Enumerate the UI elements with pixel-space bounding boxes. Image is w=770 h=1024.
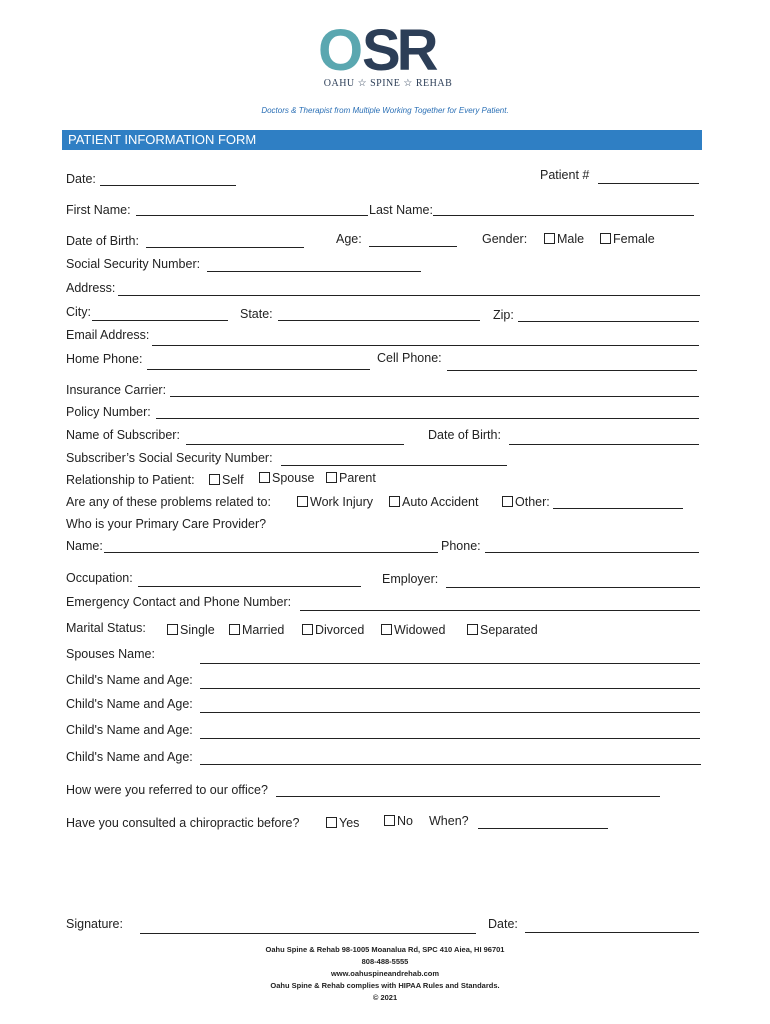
subscriber-dob-field[interactable] (509, 444, 699, 445)
footer-website: www.oahuspineandrehab.com (330, 969, 440, 978)
last-name-field[interactable] (433, 215, 694, 216)
age-label: Age: (336, 232, 362, 246)
state-label: State: (240, 307, 273, 321)
spouses-name-label: Spouses Name: (66, 647, 155, 661)
mar-married-checkbox[interactable] (229, 624, 240, 635)
rel-spouse-option[interactable] (259, 471, 314, 485)
footer-address: Oahu Spine & Rehab 98-1005 Moanalua Rd, SPC 410 Aiea, HI 96701 (265, 945, 505, 954)
child-2-field[interactable] (200, 712, 700, 713)
subscriber-name-label: Name of Subscriber: (66, 428, 180, 442)
child-1-label: Child's Name and Age: (66, 673, 193, 687)
gender-female-checkbox[interactable] (600, 233, 611, 244)
address-field[interactable] (118, 295, 700, 296)
logo-letters-sr: SR (362, 18, 435, 83)
gender-male-checkbox[interactable] (544, 233, 555, 244)
ssn-label: Social Security Number: (66, 257, 201, 271)
prob-other-text: Other: (515, 495, 550, 509)
rel-parent-checkbox[interactable] (326, 472, 337, 483)
mar-divorced-checkbox[interactable] (302, 624, 313, 635)
mar-widowed-text: Widowed (394, 623, 446, 637)
age-field[interactable] (369, 246, 457, 247)
mar-divorced-text: Divorced (315, 623, 365, 637)
subscriber-dob-label: Date of Birth: (428, 428, 501, 442)
address-label: Address: (66, 281, 116, 295)
form-title: PATIENT INFORMATION FORM (68, 132, 257, 147)
pcp-name-label: Name: (66, 539, 103, 553)
emergency-label: Emergency Contact and Phone Number: (66, 595, 292, 609)
prob-work-option[interactable] (297, 495, 373, 509)
occupation-field[interactable] (138, 586, 361, 587)
cell-phone-label: Cell Phone: (377, 351, 442, 365)
rel-parent-text: Parent (339, 471, 376, 485)
child-2-label: Child's Name and Age: (66, 697, 193, 711)
rel-parent-option[interactable] (326, 471, 376, 485)
email-field[interactable] (152, 345, 699, 346)
patient-number-label: Patient # (540, 168, 590, 182)
gender-label: Gender: (482, 232, 528, 246)
cons-yes-option[interactable] (326, 816, 359, 830)
marital-label: Marital Status: (66, 621, 146, 635)
prob-auto-checkbox[interactable] (389, 496, 400, 507)
prob-work-checkbox[interactable] (297, 496, 308, 507)
referred-field[interactable] (276, 796, 660, 797)
city-field[interactable] (92, 320, 228, 321)
employer-label: Employer: (382, 572, 439, 586)
child-3-field[interactable] (200, 738, 700, 739)
sig-date-field[interactable] (525, 932, 699, 933)
child-1-field[interactable] (200, 688, 700, 689)
emergency-field[interactable] (300, 610, 700, 611)
subscriber-ssn-label: Subscriber’s Social Security Number: (66, 451, 273, 465)
mar-separated-option[interactable] (467, 623, 538, 637)
mar-divorced-option[interactable] (302, 623, 364, 637)
consulted-label: Have you consulted a chiropractic before? (66, 816, 300, 830)
pcp-name-field[interactable] (104, 552, 438, 553)
child-4-field[interactable] (200, 764, 701, 765)
subscriber-ssn-field[interactable] (281, 465, 507, 466)
footer-copyright: © 2021 (372, 993, 398, 1002)
rel-spouse-text: Spouse (272, 471, 315, 485)
spouses-name-field[interactable] (200, 663, 700, 664)
footer (0, 944, 770, 1004)
cons-no-text: No (397, 814, 413, 828)
mar-separated-text: Separated (480, 623, 538, 637)
policy-number-field[interactable] (156, 418, 699, 419)
child-4-label: Child's Name and Age: (66, 750, 193, 764)
gender-female-option[interactable] (600, 232, 655, 246)
last-name-label: Last Name: (369, 203, 433, 217)
tagline: Doctors & Therapist from Multiple Working Together for Every Patient. (261, 106, 509, 115)
first-name-field[interactable] (136, 215, 368, 216)
city-label: City: (66, 305, 91, 319)
dob-label: Date of Birth: (66, 234, 139, 248)
prob-other-option[interactable] (502, 495, 550, 509)
cons-no-option[interactable] (384, 814, 413, 828)
pcp-phone-field[interactable] (485, 552, 699, 553)
relationship-label: Relationship to Patient: (66, 473, 195, 487)
form-title-bar (62, 130, 702, 150)
email-label: Email Address: (66, 328, 150, 342)
signature-label: Signature: (66, 917, 123, 931)
rel-spouse-checkbox[interactable] (259, 472, 270, 483)
prob-auto-option[interactable] (389, 495, 478, 509)
cons-yes-text: Yes (339, 816, 360, 830)
when-label: When? (429, 814, 469, 828)
logo-letter-o: O (318, 18, 360, 83)
mar-widowed-checkbox[interactable] (381, 624, 392, 635)
child-3-label: Child's Name and Age: (66, 723, 193, 737)
referred-label: How were you referred to our office? (66, 783, 268, 797)
prob-other-field[interactable] (553, 508, 683, 509)
zip-label: Zip: (493, 308, 514, 322)
mar-separated-checkbox[interactable] (467, 624, 478, 635)
date-field[interactable] (100, 185, 236, 186)
sig-date-label: Date: (488, 917, 518, 931)
pcp-phone-label: Phone: (441, 539, 481, 553)
prob-other-checkbox[interactable] (502, 496, 513, 507)
pcp-question: Who is your Primary Care Provider? (66, 517, 267, 531)
mar-single-checkbox[interactable] (167, 624, 178, 635)
state-field[interactable] (278, 320, 480, 321)
home-phone-field[interactable] (147, 369, 370, 370)
footer-hipaa: Oahu Spine & Rehab complies with HIPAA Rules and Standards. (270, 981, 500, 990)
gender-male-option[interactable] (544, 232, 584, 246)
prob-work-text: Work Injury (310, 495, 373, 509)
patient-number-field[interactable] (598, 183, 699, 184)
logo-subtitle: OAHU ☆ SPINE ☆ REHAB (323, 78, 453, 89)
mar-married-text: Married (242, 623, 285, 637)
mar-married-option[interactable] (229, 623, 284, 637)
home-phone-label: Home Phone: (66, 352, 143, 366)
employer-field[interactable] (446, 587, 700, 588)
prob-auto-text: Auto Accident (402, 495, 479, 509)
problems-label: Are any of these problems related to: (66, 495, 271, 509)
gender-female-text: Female (613, 232, 655, 246)
date-label: Date: (66, 172, 96, 186)
insurance-carrier-field[interactable] (170, 396, 699, 397)
rel-self-checkbox[interactable] (209, 474, 220, 485)
rel-self-option[interactable] (209, 473, 244, 487)
cell-phone-field[interactable] (447, 370, 697, 371)
zip-field[interactable] (518, 321, 699, 322)
mar-widowed-option[interactable] (381, 623, 445, 637)
policy-number-label: Policy Number: (66, 405, 151, 419)
signature-field[interactable] (140, 933, 476, 934)
dob-field[interactable] (146, 247, 304, 248)
ssn-field[interactable] (207, 271, 421, 272)
insurance-carrier-label: Insurance Carrier: (66, 383, 167, 397)
mar-single-text: Single (180, 623, 215, 637)
first-name-label: First Name: (66, 203, 131, 217)
gender-male-text: Male (557, 232, 585, 246)
subscriber-name-field[interactable] (186, 444, 404, 445)
cons-yes-checkbox[interactable] (326, 817, 337, 828)
mar-single-option[interactable] (167, 623, 215, 637)
footer-phone: 808-488-5555 (361, 957, 409, 966)
occupation-label: Occupation: (66, 571, 133, 585)
rel-self-text: Self (222, 473, 244, 487)
when-field[interactable] (478, 828, 608, 829)
cons-no-checkbox[interactable] (384, 815, 395, 826)
